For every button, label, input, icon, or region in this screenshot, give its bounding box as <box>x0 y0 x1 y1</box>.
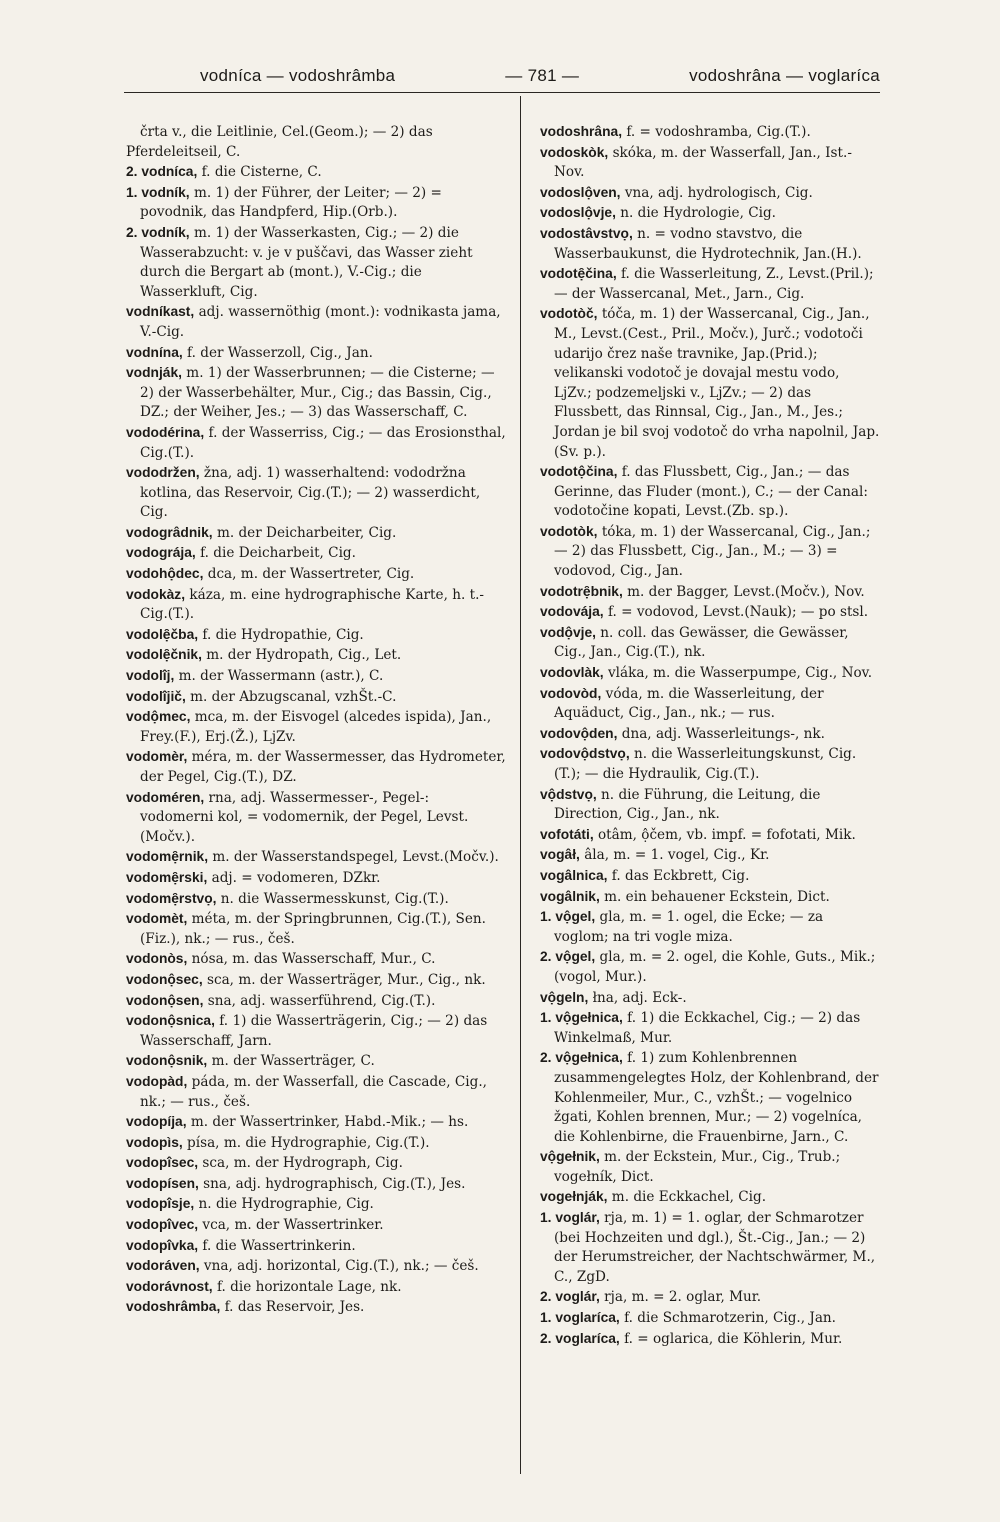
definition: m. der Eckstein, Mur., Cig., Trub.; vogełník, Dict. <box>554 1149 841 1185</box>
dictionary-entry <box>540 1187 880 1208</box>
definition: n. die Führung, die Leitung, die Direction, Cig., Jan., nk. <box>554 786 821 823</box>
dictionary-entry <box>540 1287 880 1308</box>
dictionary-entry <box>540 203 880 224</box>
headword: 2. vodník, <box>126 224 190 240</box>
dictionary-entry <box>540 224 880 264</box>
definition: f. das Eckbrett, Cig. <box>607 867 750 884</box>
dictionary-entry <box>126 1277 506 1298</box>
dictionary-entry <box>126 1011 506 1051</box>
dictionary-entry <box>540 602 880 623</box>
definition: žna, adj. 1) wasserhaltend: vododržna kotlina, das Reservoir, Cig.(T.); — 2) wasserdicht, Cig. <box>140 465 481 521</box>
definition: sna, adj. hydrographisch, Cig.(T.), Jes. <box>198 1175 466 1192</box>
definition: dca, m. der Wassertreter, Cig. <box>203 566 415 583</box>
dictionary-entry <box>126 1153 506 1174</box>
right-column <box>540 122 880 1349</box>
dictionary-entry <box>126 1174 506 1195</box>
dictionary-entry <box>126 543 506 564</box>
dictionary-entry <box>126 463 506 523</box>
definition: f. der Wasserriss, Cig.; — das Erosionsthal, Cig.(T.). <box>140 424 506 461</box>
dictionary-entry <box>126 1051 506 1072</box>
running-header <box>200 62 880 90</box>
dictionary-entry <box>126 868 506 889</box>
definition: f. der Wasserzoll, Cig., Jan. <box>182 344 373 361</box>
definition: f. das Reservoir, Jes. <box>220 1299 365 1316</box>
dictionary-entry <box>540 462 880 522</box>
dictionary-entry <box>540 907 880 947</box>
headword: vodolîjič, <box>126 688 186 704</box>
headword: vodonộsnik, <box>126 1053 208 1069</box>
dictionary-entry <box>126 1236 506 1257</box>
dictionary-entry <box>540 684 880 724</box>
definition: m. 1) der Führer, der Leiter; — 2) = povodnik, das Handpferd, Hip.(Orb.). <box>140 184 442 221</box>
headword: 2. vộgel, <box>540 949 596 965</box>
headword: vodotòk, <box>540 523 598 539</box>
definition: sca, m. der Wasserträger, Mur., Cig., nk. <box>202 971 486 988</box>
definition: m. der Wasserstandspegel, Levst.(Močv.). <box>208 849 499 866</box>
headword: vodopîsec, <box>126 1155 199 1171</box>
headword: vodonộsen, <box>126 992 204 1008</box>
definition: m. der Hydropath, Cig., Let. <box>201 647 402 664</box>
definition: páda, m. der Wasserfall, die Cascade, Cig., nk.; — rus., češ. <box>140 1073 487 1110</box>
definition: skóka, m. der Wasserfall, Jan., Ist.-Nov. <box>554 144 852 181</box>
definition: f. die Hydropathie, Cig. <box>198 626 364 643</box>
dictionary-entry <box>126 909 506 949</box>
headword: vodovája, <box>540 604 604 620</box>
headword: vodopísen, <box>126 1175 199 1191</box>
dictionary-entry <box>126 302 506 342</box>
dictionary-entry <box>126 666 506 687</box>
definition: m. der Wassermann (astr.), C. <box>174 668 384 685</box>
definition: tóča, m. 1) der Wassercanal, Cig., Jan., M., Levst.(Cest., Pril., Močv.), Jurč.; vodotoči udarijo črez naše travnike, Jap.(Prid.); velikanski vodotoč je dovajal mestu vodo, LjZv.; podzemeljski v., LjZv.; — 2) das Flussbett, das Rinnsal, Cig., Jan., M., Jes.; Jordan je bil svoj vodotoč do vrha napolnil, Jap.(Sv. p.). <box>554 306 880 460</box>
headword: vodonộsec, <box>126 971 203 987</box>
headword: 2. voglaríca, <box>540 1330 620 1346</box>
headword: vodoméren, <box>126 789 205 805</box>
definition: m. 1) der Wasserbrunnen; — die Cisterne; — 2) der Wasserbehälter, Mur., Cig.; das Bassin, Cig., DZ.; der Weiher, Jes.; — 3) das Wasserschaff, C. <box>140 365 495 421</box>
headword: vodonòs, <box>126 951 188 967</box>
headword: vodostâvstvọ, <box>540 225 633 241</box>
headword: vodopàd, <box>126 1073 188 1089</box>
headword: vộgełnik, <box>540 1149 600 1165</box>
header-right: vodoshrâna — voglaríca <box>689 66 880 85</box>
headword: vodopîsje, <box>126 1196 195 1212</box>
headword: vodoskòk, <box>540 144 609 160</box>
dictionary-entry <box>126 1256 506 1277</box>
dictionary-entry <box>540 304 880 462</box>
headword: vodotòč, <box>540 306 598 322</box>
dictionary-entry <box>540 1208 880 1287</box>
definition: f. 1) die Eckkachel, Cig.; — 2) das Winkelmaß, Mur. <box>554 1010 861 1046</box>
definition: m. der Abzugscanal, vzhŠt.-C. <box>185 688 397 705</box>
headword: vodoslộven, <box>540 184 621 200</box>
dictionary-entry <box>126 645 506 666</box>
definition: gla, m. = 1. ogel, die Ecke; — za voglom; na tri vogle miza. <box>554 909 824 945</box>
definition: m. der Wasserträger, C. <box>207 1053 375 1070</box>
dictionary-entry <box>540 785 880 825</box>
definition: f. 1) zum Kohlenbrennen zusammengelegtes Holz, der Kohlenbrand, der Kohlenmeiler, Mur., C., vzhŠt.; — vogelnico žgati, Kohlen brennen, Mur.; — 2) vogelníca, die Kohlenbirne, die Frauenbirne, Jarn., C. <box>554 1050 879 1145</box>
definition: n. die Wassermesskunst, Cig.(T.). <box>216 890 449 907</box>
dictionary-entry <box>540 1147 880 1187</box>
dictionary-entry <box>126 564 506 585</box>
definition: f. 1) die Wasserträgerin, Cig.; — 2) das Wasserschaff, Jarn. <box>140 1013 488 1049</box>
dictionary-entry <box>126 423 506 463</box>
dictionary-entry <box>126 889 506 910</box>
dictionary-entry <box>540 183 880 204</box>
definition: rja, m. = 2. oglar, Mur. <box>599 1289 762 1306</box>
definition: f. die Schmarotzerin, Cig., Jan. <box>619 1310 837 1327</box>
headword: vodoshrâmba, <box>126 1299 221 1315</box>
dictionary-entry <box>540 1329 880 1350</box>
headword: vodográja, <box>126 545 196 561</box>
headword: 1. voglár, <box>540 1210 600 1226</box>
headword: vodộvje, <box>540 624 596 640</box>
definition: nósa, m. das Wasserschaff, Mur., C. <box>187 951 436 968</box>
definition: káza, m. eine hydrographische Karte, h. t.-Cig.(T.). <box>140 586 484 623</box>
headword: vodộmec, <box>126 709 191 725</box>
headword: vodomẹ̑rnik, <box>126 849 209 865</box>
headword: vodopîvka, <box>126 1237 199 1253</box>
headword: vodolẹ̑čnik, <box>126 647 202 663</box>
definition: n. = vodno stavstvo, die Wasserbaukunst, die Hydrotechnik, Jan.(H.). <box>554 225 862 262</box>
definition: vca, m. der Wassertrinker. <box>198 1217 384 1234</box>
headword: vodovộden, <box>540 725 618 741</box>
definition: rja, m. 1) = 1. oglar, der Schmarotzer (bei Hochzeiten und dgl.), Št.-Cig., Jan.; — 2) der Herumstreicher, der Nachtschwärmer, M., C., ZgD. <box>554 1210 876 1285</box>
definition: adj. = vodomeren, DZkr. <box>207 869 381 886</box>
dictionary-entry <box>126 162 506 183</box>
definition: vláka, m. die Wasserpumpe, Cig., Nov. <box>603 665 873 682</box>
headword: vofotáti, <box>540 826 594 842</box>
headword: vodonộsnica, <box>126 1013 215 1029</box>
definition: vna, adj. hydrologisch, Cig. <box>620 184 813 201</box>
definition: n. coll. das Gewässer, die Gewässer, Cig., Jan., Cig.(T.), nk. <box>554 624 849 661</box>
definition: f. = vodoshramba, Cig.(T.). <box>622 124 811 140</box>
left-column <box>126 122 506 1318</box>
definition: sca, m. der Hydrograph, Cig. <box>198 1155 403 1172</box>
dictionary-entry <box>126 122 506 162</box>
dictionary-entry <box>540 1048 880 1147</box>
dictionary-entry <box>540 866 880 887</box>
definition: črta v., die Leitlinie, Cel.(Geom.); — 2) das Pferdeleitseil, C. <box>126 124 433 160</box>
dictionary-entry <box>540 663 880 684</box>
page-number: — 781 — <box>505 66 580 85</box>
headword: vodotộčina, <box>540 464 618 480</box>
headword: vodomèt, <box>126 911 188 927</box>
headword: vodoslộvje, <box>540 205 616 221</box>
dictionary-entry <box>126 1215 506 1236</box>
headword: vodovlàk, <box>540 665 604 681</box>
headword: vogâł, <box>540 847 580 863</box>
headword: 1. vộgel, <box>540 909 596 925</box>
definition: gla, m. = 2. ogel, die Kohle, Guts., Mik.; (vogol, Mur.). <box>554 949 876 985</box>
definition: rna, adj. Wassermesser-, Pegel-: vodomerni kol, = vodomernik, der Pegel, Levst.(Močv.). <box>140 789 469 845</box>
dictionary-entry <box>126 707 506 747</box>
dictionary-entry <box>126 183 506 223</box>
dictionary-entry <box>126 970 506 991</box>
headword: vogâlnik, <box>540 888 600 904</box>
definition: písa, m. die Hydrographie, Cig.(T.). <box>182 1134 430 1151</box>
definition: łna, adj. Eck-. <box>588 989 687 1006</box>
definition: n. die Hydrologie, Cig. <box>615 205 776 222</box>
definition: m. ein behauener Eckstein, Dict. <box>599 888 830 905</box>
dictionary-entry <box>126 949 506 970</box>
headword: vodomẹ̑rski, <box>126 869 208 885</box>
dictionary-entry <box>126 223 506 302</box>
definition: tóka, m. 1) der Wassercanal, Cig., Jan.; — 2) das Flussbett, Cig., Jan., M.; — 3) = vodovod, Cig., Jan. <box>554 523 871 580</box>
dictionary-entry <box>126 1194 506 1215</box>
headword: vodopíja, <box>126 1114 187 1130</box>
headword: vodoshrâna, <box>540 124 623 139</box>
definition: mca, m. der Eisvogel (alcedes ispida), Jan., Frey.(F.), Erj.(Ž.), LjZv. <box>140 709 492 745</box>
dictionary-entry <box>540 623 880 663</box>
headword: vộdstvọ, <box>540 786 597 802</box>
headword: 1. vodník, <box>126 184 190 200</box>
definition: f. = oglarica, die Köhlerin, Mur. <box>619 1330 843 1347</box>
column-divider <box>520 96 521 1474</box>
dictionary-entry <box>126 523 506 544</box>
definition: m. 1) der Wasserkasten, Cig.; — 2) die Wasserabzucht: v. je v puščavi, das Wasser zieht durch die Bergart ab (mont.), V.-Cig.; die Wasserkluft, Cig. <box>140 224 473 300</box>
headword: 1. vộgełnica, <box>540 1010 623 1026</box>
definition: adj. wassernöthig (mont.): vodnikasta jama, V.-Cig. <box>140 304 501 340</box>
definition: f. die Wasserleitung, Z., Levst.(Pril.); — der Wassercanal, Met., Jarn., Cig. <box>554 266 874 302</box>
definition: m. der Bagger, Levst.(Močv.), Nov. <box>622 583 865 600</box>
definition: sna, adj. wasserführend, Cig.(T.). <box>203 992 436 1009</box>
headword: vogâlnica, <box>540 867 608 883</box>
dictionary-entry <box>126 687 506 708</box>
definition: vóda, m. die Wasserleitung, der Aquäduct, Cig., Jan., nk.; — rus. <box>554 685 824 722</box>
definition: f. = vodovod, Levst.(Nauk); — po stsl. <box>603 604 869 621</box>
definition: âla, m. = 1. vogel, Cig., Kr. <box>579 847 770 864</box>
dictionary-entry <box>126 991 506 1012</box>
dictionary-entry <box>540 122 880 143</box>
headword: vộgeln, <box>540 989 589 1005</box>
definition: m. die Eckkachel, Cig. <box>607 1189 767 1206</box>
headword: vodomẹ̑rstvọ, <box>126 890 217 906</box>
headword: vodotẹ̑čina, <box>540 266 617 282</box>
dictionary-entry <box>540 947 880 987</box>
dictionary-entry <box>540 582 880 603</box>
headword: vodomèr, <box>126 749 188 765</box>
dictionary-entry <box>126 1072 506 1112</box>
dictionary-entry <box>126 585 506 625</box>
headword: vodohộdec, <box>126 566 204 582</box>
dictionary-entry <box>540 744 880 784</box>
headword: vodoráven, <box>126 1258 200 1274</box>
definition: dna, adj. Wasserleitungs-, nk. <box>617 725 825 742</box>
header-left: vodníca — vodoshrâmba <box>200 66 396 85</box>
headword: 1. voglaríca, <box>540 1310 620 1326</box>
dictionary-entry <box>126 1133 506 1154</box>
dictionary-entry <box>540 825 880 846</box>
headword: vodolîj, <box>126 668 175 684</box>
headword: vogełnják, <box>540 1189 608 1205</box>
headword: vododérina, <box>126 424 205 440</box>
dictionary-entry <box>540 988 880 1009</box>
dictionary-entry <box>126 343 506 364</box>
dictionary-entry <box>540 522 880 582</box>
headword: vodníkast, <box>126 304 195 320</box>
definition: f. die horizontale Lage, nk. <box>212 1278 402 1295</box>
dictionary-entry <box>126 1297 506 1318</box>
headword: vodovòd, <box>540 685 602 701</box>
headword: 2. vodníca, <box>126 164 198 180</box>
definition: n. die Hydrographie, Cig. <box>194 1196 374 1213</box>
headword: vodotrẹ̑bnik, <box>540 583 623 599</box>
headword: vodnják, <box>126 365 182 381</box>
definition: f. die Deicharbeit, Cig. <box>195 545 356 562</box>
dictionary-entry <box>126 847 506 868</box>
dictionary-entry <box>126 363 506 423</box>
headword: vodopìs, <box>126 1134 183 1150</box>
dictionary-entry <box>540 143 880 183</box>
headword: vodopîvec, <box>126 1217 199 1233</box>
dictionary-entry <box>540 845 880 866</box>
header-rule <box>124 92 880 93</box>
headword: vodorávnost, <box>126 1278 213 1294</box>
dictionary-entry <box>126 1112 506 1133</box>
headword: vododržen, <box>126 465 200 481</box>
headword: vodolẹ̑čba, <box>126 626 199 642</box>
headword: vodogrâdnik, <box>126 524 213 540</box>
dictionary-entry <box>126 625 506 646</box>
dictionary-entry <box>540 264 880 304</box>
dictionary-entry <box>540 1308 880 1329</box>
headword: vodokàz, <box>126 586 186 602</box>
dictionary-entry <box>540 887 880 908</box>
dictionary-entry <box>540 1008 880 1048</box>
dictionary-entry <box>126 788 506 848</box>
definition: méra, m. der Wassermesser, das Hydrometer, der Pegel, Cig.(T.), DZ. <box>140 749 506 785</box>
definition: m. der Wassertrinker, Habd.-Mik.; — hs. <box>186 1114 469 1131</box>
definition: méta, m. der Springbrunnen, Cig.(T.), Sen.(Fiz.), nk.; — rus., češ. <box>140 911 486 947</box>
dictionary-entry <box>126 747 506 787</box>
headword: vodnína, <box>126 344 183 360</box>
headword: 2. vộgełnica, <box>540 1050 623 1066</box>
headword: 2. voglár, <box>540 1289 600 1305</box>
definition: otâm, ộčem, vb. impf. = fofotati, Mik. <box>593 826 856 843</box>
definition: m. der Deicharbeiter, Cig. <box>212 524 397 541</box>
dictionary-entry <box>540 724 880 745</box>
definition: f. die Cisterne, C. <box>197 164 322 181</box>
headword: vodovộdstvọ, <box>540 746 630 762</box>
definition: n. die Wasserleitungskunst, Cig.(T.); — die Hydraulik, Cig.(T.). <box>554 746 857 782</box>
definition: f. das Flussbett, Cig., Jan.; — das Gerinne, das Fluder (mont.), C.; — der Canal: vodotočine kopati, Levst.(Zb. sp.). <box>554 464 868 520</box>
definition: f. die Wassertrinkerin. <box>198 1237 356 1254</box>
definition: vna, adj. horizontal, Cig.(T.), nk.; — češ. <box>199 1258 479 1275</box>
